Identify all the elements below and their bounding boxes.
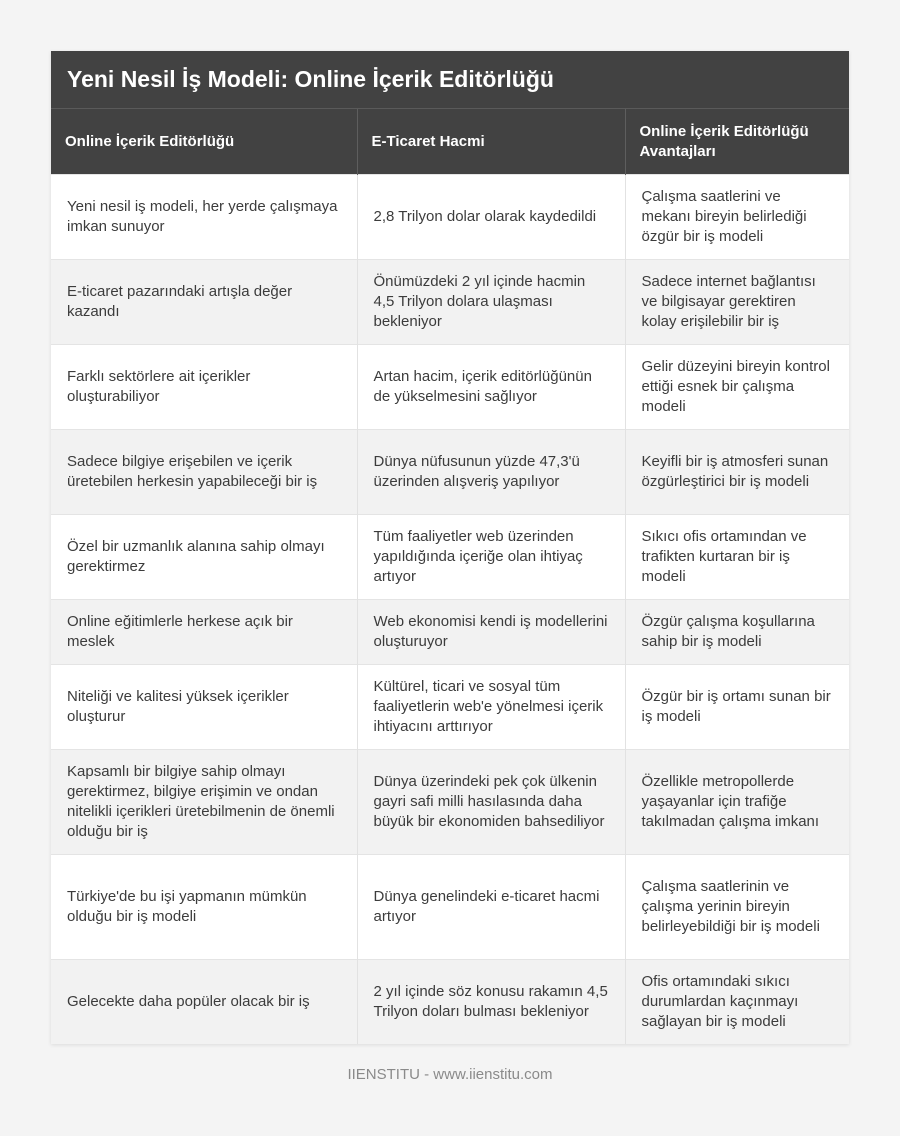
table-cell: Özellikle metropollerde yaşayanlar için trafiğe takılmadan çalışma imkanı — [625, 750, 849, 855]
table-cell: 2,8 Trilyon dolar olarak kaydedildi — [357, 175, 625, 260]
table-card — [51, 51, 849, 1044]
comparison-table — [51, 109, 849, 1044]
table-cell: Dünya genelindeki e-ticaret hacmi artıyor — [357, 855, 625, 960]
table-cell: Farklı sektörlere ait içerikler oluşturabiliyor — [51, 345, 357, 430]
table-row — [51, 175, 849, 260]
table-row — [51, 515, 849, 600]
table-row — [51, 665, 849, 750]
table-cell: Çalışma saatlerini ve mekanı bireyin belirlediği özgür bir iş modeli — [625, 175, 849, 260]
table-cell: Sadece bilgiye erişebilen ve içerik üretebilen herkesin yapabileceği bir iş — [51, 430, 357, 515]
table-cell: Gelecekte daha popüler olacak bir iş — [51, 960, 357, 1045]
table-cell: Gelir düzeyini bireyin kontrol ettiği esnek bir çalışma modeli — [625, 345, 849, 430]
table-row — [51, 260, 849, 345]
table-cell: Özgür bir iş ortamı sunan bir iş modeli — [625, 665, 849, 750]
table-cell: Niteliği ve kalitesi yüksek içerikler oluşturur — [51, 665, 357, 750]
table-cell: Web ekonomisi kendi iş modellerini oluşturuyor — [357, 600, 625, 665]
column-header-advantages: Online İçerik Editörlüğü Avantajları — [625, 109, 849, 175]
table-cell: Sadece internet bağlantısı ve bilgisayar gerektiren kolay erişilebilir bir iş — [625, 260, 849, 345]
table-row — [51, 855, 849, 960]
table-row — [51, 430, 849, 515]
table-cell: Online eğitimlerle herkese açık bir meslek — [51, 600, 357, 665]
table-cell: Dünya üzerindeki pek çok ülkenin gayri safi milli hasılasında daha büyük bir ekonomiden bahsediliyor — [357, 750, 625, 855]
table-cell: Kültürel, ticari ve sosyal tüm faaliyetlerin web'e yönelmesi içerik ihtiyacını arttırıyor — [357, 665, 625, 750]
table-cell: E-ticaret pazarındaki artışla değer kazandı — [51, 260, 357, 345]
table-row — [51, 345, 849, 430]
title-bar — [51, 51, 849, 109]
table-cell: Özgür çalışma koşullarına sahip bir iş modeli — [625, 600, 849, 665]
table-cell: 2 yıl içinde söz konusu rakamın 4,5 Trilyon doları bulması bekleniyor — [357, 960, 625, 1045]
column-header-ecommerce: E-Ticaret Hacmi — [357, 109, 625, 175]
table-cell: Önümüzdeki 2 yıl içinde hacmin 4,5 Trilyon dolara ulaşması bekleniyor — [357, 260, 625, 345]
table-cell: Türkiye'de bu işi yapmanın mümkün olduğu bir iş modeli — [51, 855, 357, 960]
page-title: Yeni Nesil İş Modeli: Online İçerik Editörlüğü — [67, 66, 554, 92]
table-cell: Ofis ortamındaki sıkıcı durumlardan kaçınmayı sağlayan bir iş modeli — [625, 960, 849, 1045]
table-cell: Çalışma saatlerinin ve çalışma yerinin bireyin belirleyebildiği bir iş modeli — [625, 855, 849, 960]
table-row — [51, 750, 849, 855]
table-cell: Artan hacim, içerik editörlüğünün de yükselmesini sağlıyor — [357, 345, 625, 430]
table-cell: Yeni nesil iş modeli, her yerde çalışmaya imkan sunuyor — [51, 175, 357, 260]
table-cell: Tüm faaliyetler web üzerinden yapıldığında içeriğe olan ihtiyaç artıyor — [357, 515, 625, 600]
table-cell: Özel bir uzmanlık alanına sahip olmayı gerektirmez — [51, 515, 357, 600]
footer-credit: IIENSTITU - www.iienstitu.com — [347, 1066, 553, 1083]
column-header-editor: Online İçerik Editörlüğü — [51, 109, 357, 175]
table-cell: Keyifli bir iş atmosferi sunan özgürleştirici bir iş modeli — [625, 430, 849, 515]
table-cell: Dünya nüfusunun yüzde 47,3'ü üzerinden alışveriş yapılıyor — [357, 430, 625, 515]
table-row — [51, 600, 849, 665]
header-row — [51, 109, 849, 175]
table-cell: Kapsamlı bir bilgiye sahip olmayı gerektirmez, bilgiye erişimin ve ondan nitelikli içerikleri üretebilmenin de önemli olduğu bir iş — [51, 750, 357, 855]
table-cell: Sıkıcı ofis ortamından ve trafikten kurtaran bir iş modeli — [625, 515, 849, 600]
table-row — [51, 960, 849, 1045]
